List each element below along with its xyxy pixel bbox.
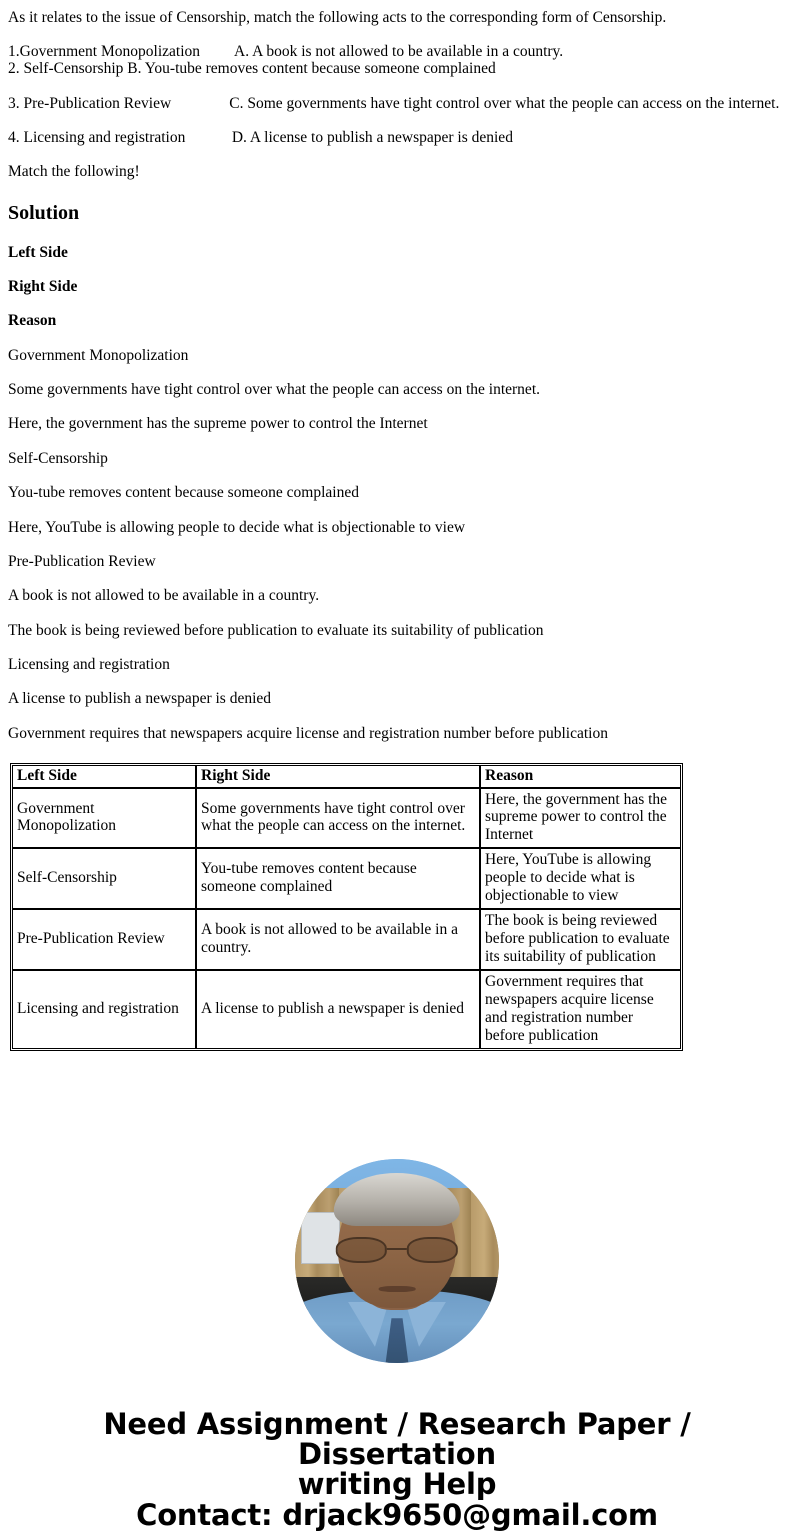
list-item: Pre-Publication Review (8, 552, 156, 570)
list-item: Self-Censorship (8, 449, 108, 467)
footer-line-1: Need Assignment / Research Paper / Dissertation (103, 1407, 691, 1472)
cell-right: Some governments have tight control over what the people can access on the internet. (196, 788, 480, 849)
cell-left: Government Monopolization (12, 788, 196, 849)
table-row (12, 788, 681, 849)
photo-lens-right (407, 1237, 458, 1264)
table-row (12, 909, 681, 970)
list-item: The book is being reviewed before publication to evaluate its suitability of publication (8, 621, 544, 639)
photo-glasses-bridge (387, 1248, 407, 1250)
table-row (12, 848, 681, 909)
pair-line-2: 2. Self-Censorship B. You-tube removes content because someone complained (8, 60, 496, 78)
list-header-left-side: Left Side (8, 243, 68, 261)
cell-reason: The book is being reviewed before publication to evaluate its suitability of publication (480, 909, 681, 970)
question-block (0, 0, 794, 751)
table-row (12, 970, 681, 1049)
pair-line-1: 1.Government Monopolization A. A book is not allowed to be available in a country. (8, 42, 564, 60)
cell-left: Pre-Publication Review (12, 909, 196, 970)
table-header-row (12, 765, 681, 788)
column-header-left-side: Left Side (12, 765, 196, 788)
cell-reason: Here, the government has the supreme power to control the Internet (480, 788, 681, 849)
list-item: Licensing and registration (8, 655, 170, 673)
cell-right: You-tube removes content because someone complained (196, 848, 480, 909)
list-item: Here, the government has the supreme power to control the Internet (8, 415, 428, 433)
cell-right: A book is not allowed to be available in a country. (196, 909, 480, 970)
cell-left: Licensing and registration (12, 970, 196, 1049)
pair-line-4: 4. Licensing and registration D. A license to publish a newspaper is denied (8, 128, 513, 146)
pair-line-3: 3. Pre-Publication Review C. Some governments have tight control over what the people can access on the internet. (8, 94, 780, 112)
photo-block (0, 1051, 794, 1363)
column-header-right-side: Right Side (196, 765, 480, 788)
footer-headline (0, 1363, 794, 1530)
intro-paragraph: As it relates to the issue of Censorship, match the following acts to the corresponding form of Censorship. (8, 8, 667, 26)
avatar (295, 1159, 499, 1363)
cell-reason: Government requires that newspapers acquire license and registration number before publication (480, 970, 681, 1049)
photo-mouth (379, 1286, 416, 1292)
list-header-reason: Reason (8, 312, 57, 330)
footer-line-3: Contact: drjack9650@gmail.com (136, 1497, 658, 1532)
cell-reason: Here, YouTube is allowing people to decide what is objectionable to view (480, 848, 681, 909)
list-item: You-tube removes content because someone complained (8, 484, 359, 502)
column-header-reason: Reason (480, 765, 681, 788)
cell-left: Self-Censorship (12, 848, 196, 909)
list-item: Some governments have tight control over what the people can access on the internet. (8, 381, 540, 399)
page-title: Solution (8, 202, 80, 225)
list-item: A book is not allowed to be available in a country. (8, 587, 320, 605)
list-header-right-side: Right Side (8, 278, 78, 296)
list-item: A license to publish a newspaper is denied (8, 690, 272, 708)
list-item: Government Monopolization (8, 346, 189, 364)
glasses-icon (336, 1237, 458, 1264)
photo-lens-left (336, 1237, 387, 1264)
list-item: Government requires that newspapers acquire license and registration number before publication (8, 724, 608, 742)
footer-line-2: writing Help (297, 1467, 497, 1502)
list-item: Here, YouTube is allowing people to decide what is objectionable to view (8, 518, 466, 536)
match-instruction: Match the following! (8, 163, 140, 181)
match-table-wrapper (0, 751, 794, 1052)
match-table (10, 763, 683, 1052)
cell-right: A license to publish a newspaper is denied (196, 970, 480, 1049)
